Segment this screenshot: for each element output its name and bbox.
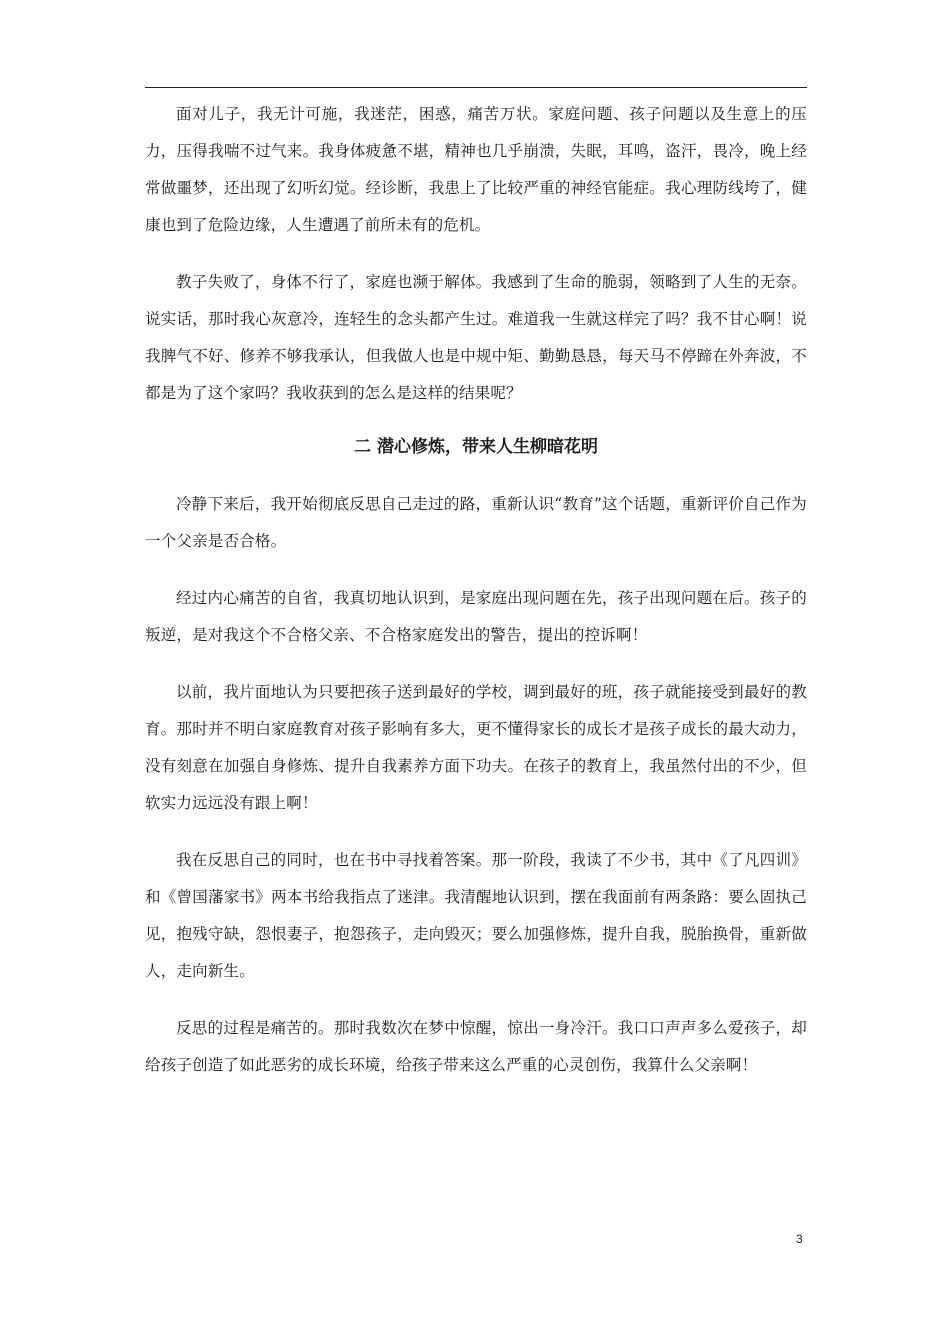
paragraph: 冷静下来后，我开始彻底反思自己走过的路，重新认识“教育”这个话题，重新评价自己作为一个父亲是否合格。 <box>145 495 807 550</box>
paragraph: 面对儿子，我无计可施，我迷茫，困惑，痛苦万状。家庭问题、孩子问题以及生意上的压力，压得我喘不过气来。我身体疲惫不堪，精神也几乎崩溃，失眠，耳鸣，盗汗，畏冷，晚上经常做噩梦，还出现了幻听幻觉。经诊断，我患上了比较严重的神经官能症。我心理防线垮了，健康也到了危险边缘，人生遭遇了前所未有的危机。 <box>145 105 807 234</box>
section-heading: 二 潜心修炼，带来人生柳暗花明 <box>354 437 598 457</box>
paragraph: 教子失败了，身体不行了，家庭也濒于解体。我感到了生命的脆弱，领略到了人生的无奈。说实话，那时我心灰意冷，连轻生的念头都产生过。难道我一生就这样完了吗？我不甘心啊！说我脾气不好、修养不够我承认，但我做人也是中规中矩、勤勤恳恳，每天马不停蹄在外奔波，不都是为了这个家吗？我收获到的怎么是这样的结果呢？ <box>145 273 807 402</box>
page-number: 3 <box>796 1232 803 1246</box>
header-rule <box>145 87 807 88</box>
paragraph: 反思的过程是痛苦的。那时我数次在梦中惊醒，惊出一身冷汗。我口口声声多么爱孩子，却给孩子创造了如此恶劣的成长环境，给孩子带来这么严重的心灵创伤，我算什么父亲啊！ <box>145 1019 807 1074</box>
paragraph: 以前，我片面地认为只要把孩子送到最好的学校，调到最好的班，孩子就能接受到最好的教育。那时并不明白家庭教育对孩子影响有多大，更不懂得家长的成长才是孩子成长的最大动力，没有刻意在加强自身修炼、提升自我素养方面下功夫。在孩子的教育上，我虽然付出的不少，但软实力远远没有跟上啊！ <box>145 683 807 812</box>
paragraph: 我在反思自己的同时，也在书中寻找着答案。那一阶段，我读了不少书，其中《了凡四训》和《曾国藩家书》两本书给我指点了迷津。我清醒地认识到，摆在我面前有两条路：要么固执己见，抱残守缺，怨恨妻子，抱怨孩子，走向毁灭；要么加强修炼，提升自我，脱胎换骨，重新做人，走向新生。 <box>145 851 807 980</box>
paragraph: 经过内心痛苦的自省，我真切地认识到，是家庭出现问题在先，孩子出现问题在后。孩子的叛逆，是对我这个不合格父亲、不合格家庭发出的警告，提出的控诉啊！ <box>145 589 807 644</box>
page-body <box>145 96 807 1104</box>
